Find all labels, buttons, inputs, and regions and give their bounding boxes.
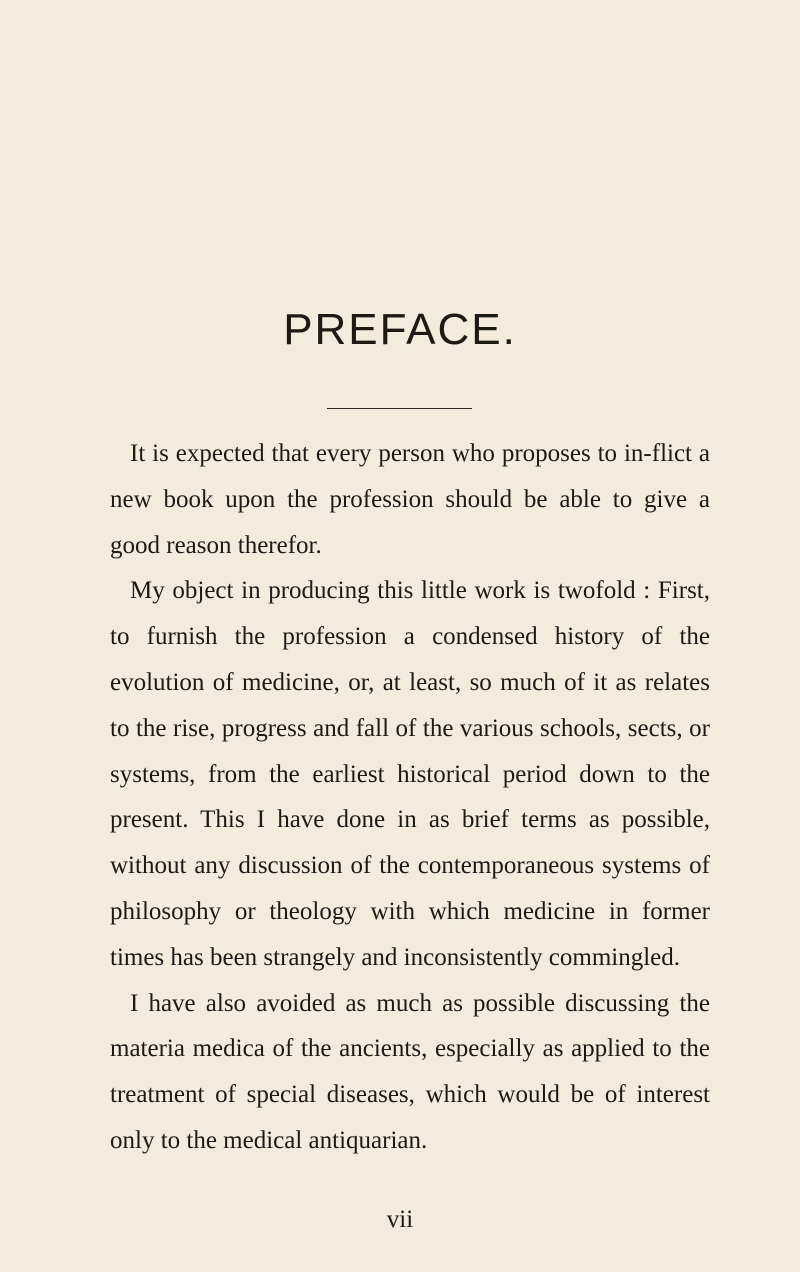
title-rule bbox=[327, 408, 472, 409]
chapter-title: PREFACE. bbox=[283, 305, 517, 354]
paragraph-2: My object in producing this little work is twofold : First, to furnish the profession a condensed history of the evolution of medicine, or, at least, so much of it as relates to the rise, progress and fall of the various schools, sects, or systems, from the earliest historical period down to the present. This I have done in as brief terms as possible, without any discussion of the contemporaneous systems of philosophy or theology with which medicine in former times has been strangely and inconsistently commingled. bbox=[110, 577, 710, 971]
paragraph-3: I have also avoided as much as possible discussing the materia medica of the ancients, especially as applied to the treatment of special diseases, which would be of interest only to the medical antiquarian. bbox=[110, 989, 710, 1154]
paragraph-1: It is expected that every person who proposes to in-flict a new book upon the profession should be able to give a good reason therefor. bbox=[110, 440, 710, 559]
preface-body bbox=[110, 431, 710, 1164]
page-number: vii bbox=[386, 1206, 414, 1233]
